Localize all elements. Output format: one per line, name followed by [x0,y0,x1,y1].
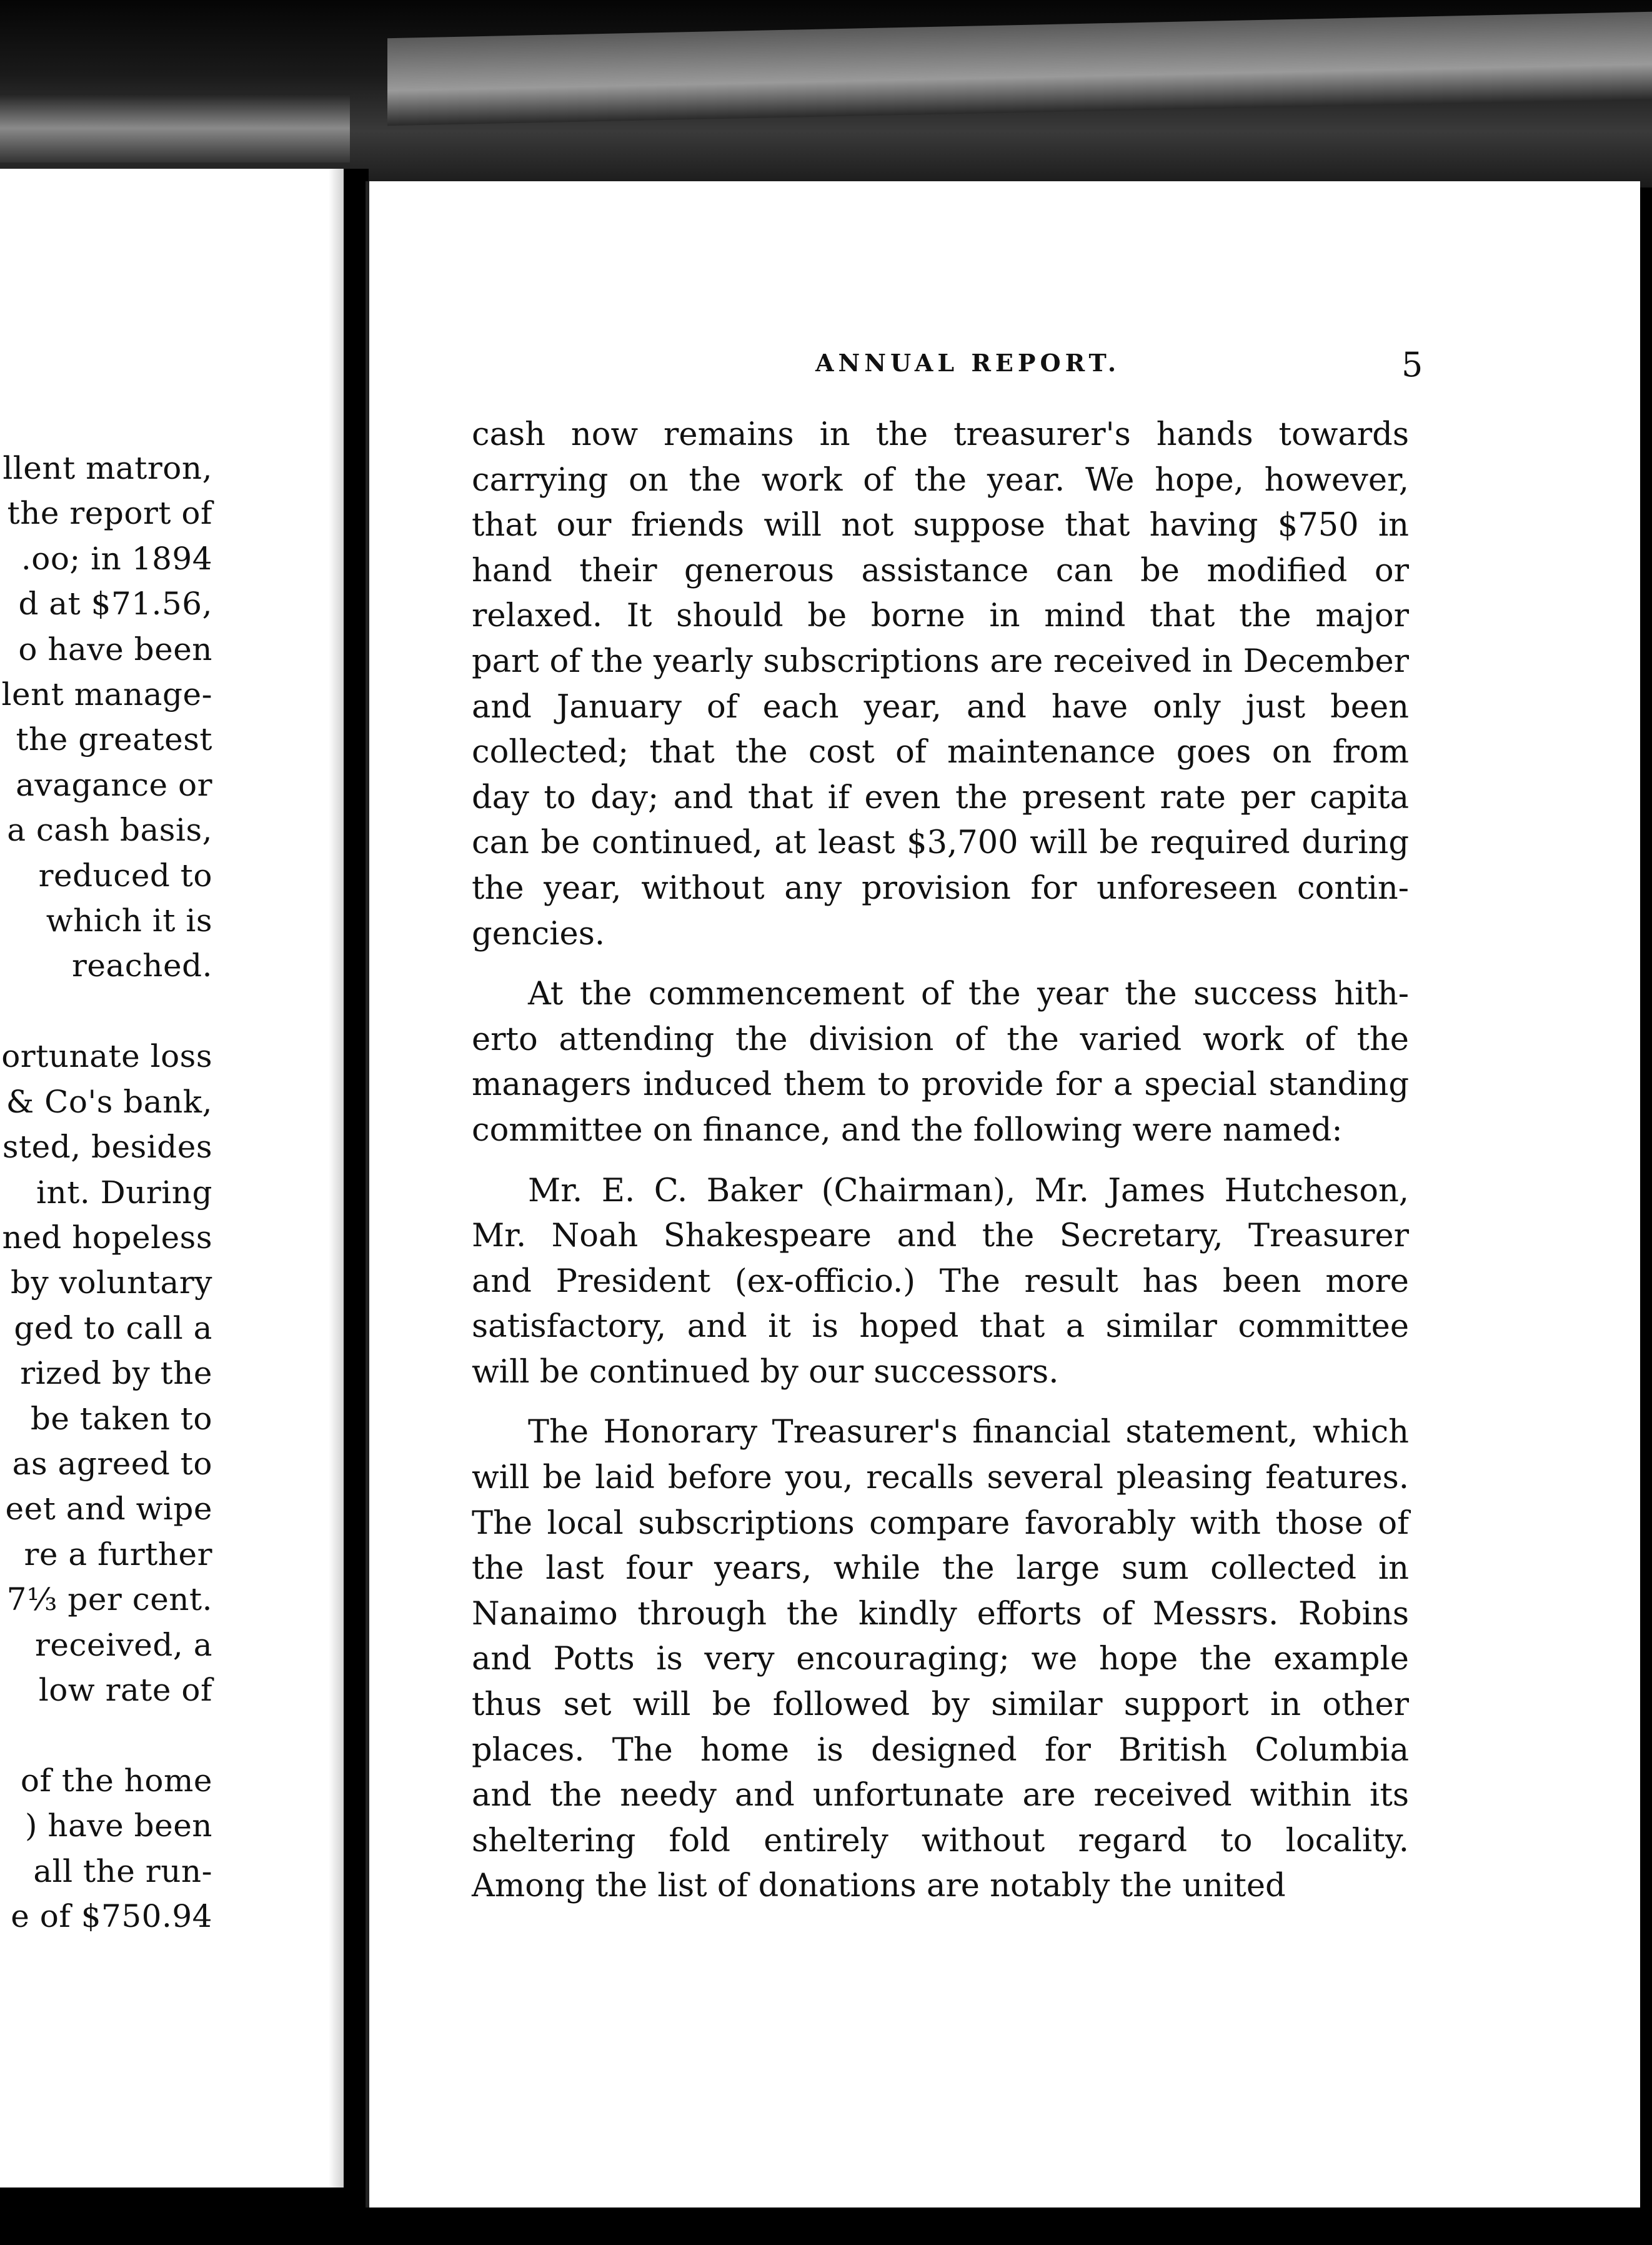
left-page-line: as agreed to [12,1445,212,1482]
left-page-line: re a further [24,1536,212,1572]
bottom-edge [369,2208,1652,2245]
text-line: can be continued, at least $3,700 will be required during [472,824,1409,862]
left-page-line: all the run- [33,1852,212,1889]
paragraph [472,1410,1409,1909]
left-page-gap [1,1712,212,1758]
text-line: and Potts is very encouraging; we hope the example [472,1641,1409,1678]
left-page-line: eet and wipe [5,1491,212,1528]
text-line: thus set will be followed by similar support in other [472,1686,1409,1724]
left-page-line: reduced to [38,857,212,894]
left-page-line: int. During [36,1174,212,1211]
left-page-edge [0,94,350,162]
left-page-line: reached. [72,948,212,984]
text-line: will be laid before you, recalls several pleasing features. [472,1459,1409,1497]
running-head: ANNUAL REPORT. [815,349,1121,377]
book-top-edge [0,0,1652,188]
spine-shadow [329,169,344,2188]
text-line: Mr. E. C. Baker (Chairman), Mr. James Hutcheson, [528,1172,1409,1209]
text-line: The local subscriptions compare favorably with those of [472,1504,1409,1542]
book-gutter [344,169,369,2245]
left-page-line: e of $750.94 [11,1898,212,1934]
left-page-line: low rate of [38,1671,212,1708]
left-page-line: ged to call a [14,1309,212,1346]
text-line: that our friends will not suppose that having $750 in [472,507,1409,544]
left-page-line: d at $71.56, [18,586,212,622]
text-line: sheltering fold entirely without regard to locality. [472,1822,1409,1859]
left-page-line: ned hopeless [2,1219,212,1256]
paragraph [472,412,1409,957]
left-page-line: of the home [20,1762,212,1799]
text-line: the last four years, while the large sum collected in [472,1550,1409,1588]
text-line: managers induced them to provide for a special standing [472,1066,1409,1104]
left-page-line: received, a [34,1626,212,1663]
body-text [472,412,1409,1909]
text-line: and the needy and unfortunate are received within its [472,1777,1409,1814]
left-page-line: .oo; in 1894 [21,540,212,577]
text-line: erto attending the division of the varied work of the [472,1021,1409,1058]
left-page-line: be taken to [30,1400,212,1437]
text-line: gencies. [472,915,605,952]
text-line: and January of each year, and have only just been [472,688,1409,726]
text-line: day to day; and that if even the present rate per capita [472,779,1409,816]
text-line: hand their generous assistance can be modified or [472,552,1409,589]
left-page-line: llent matron, [2,450,212,486]
left-page-line: ortunate loss [1,1038,212,1075]
text-line: At the commencement of the year the success hith- [528,976,1409,1013]
left-page-line: lent manage- [1,676,212,713]
text-line: relaxed. It should be borne in mind that the major [472,598,1409,635]
left-page-line: which it is [46,902,212,939]
left-page-line: ) have been [24,1808,212,1844]
text-line: places. The home is designed for British Columbia [472,1731,1409,1769]
left-page-gap [1,989,212,1034]
left-page-line: avagance or [16,766,212,803]
text-line: collected; that the cost of maintenance goes on from [472,734,1409,771]
paragraph [472,1169,1409,1396]
left-page-text-fragments [1,446,212,1939]
left-page-line: rized by the [20,1355,212,1392]
text-line: committee on finance, and the following were named: [472,1111,1343,1149]
left-page-line: o have been [18,631,212,668]
text-line: the year, without any provision for unforeseen contin- [472,869,1409,907]
text-line: will be continued by our successors. [472,1353,1059,1391]
text-line: carrying on the work of the year. We hope, however, [472,461,1409,499]
text-line: cash now remains in the treasurer's hands towards [472,416,1409,453]
left-page-line: the greatest [16,721,212,758]
text-line: satisfactory, and it is hoped that a similar committee [472,1308,1409,1346]
left-page-line: by voluntary [11,1264,212,1301]
text-line: Nanaimo through the kindly efforts of Messrs. Robins [472,1595,1409,1632]
left-page-line: & Co's bank, [6,1083,212,1120]
left-facing-page [0,169,344,2188]
page-number: 5 [1401,345,1423,384]
page-edge-highlight [387,12,1652,126]
text-line: Mr. Noah Shakespeare and the Secretary, Treasurer [472,1218,1409,1255]
left-page-line: 7⅓ per cent. [6,1581,212,1618]
text-line: part of the yearly subscriptions are received in December [472,642,1409,680]
left-page-line: a cash basis, [7,812,212,849]
left-page-line: the report of [7,495,212,532]
left-page-line: sted, besides [2,1129,212,1166]
paragraph [472,972,1409,1153]
right-page [366,181,1640,2208]
text-line: Among the list of donations are notably the united [472,1868,1286,1905]
text-line: and President (ex-officio.) The result has been more [472,1262,1409,1300]
text-line: The Honorary Treasurer's financial statement, which [528,1414,1409,1451]
